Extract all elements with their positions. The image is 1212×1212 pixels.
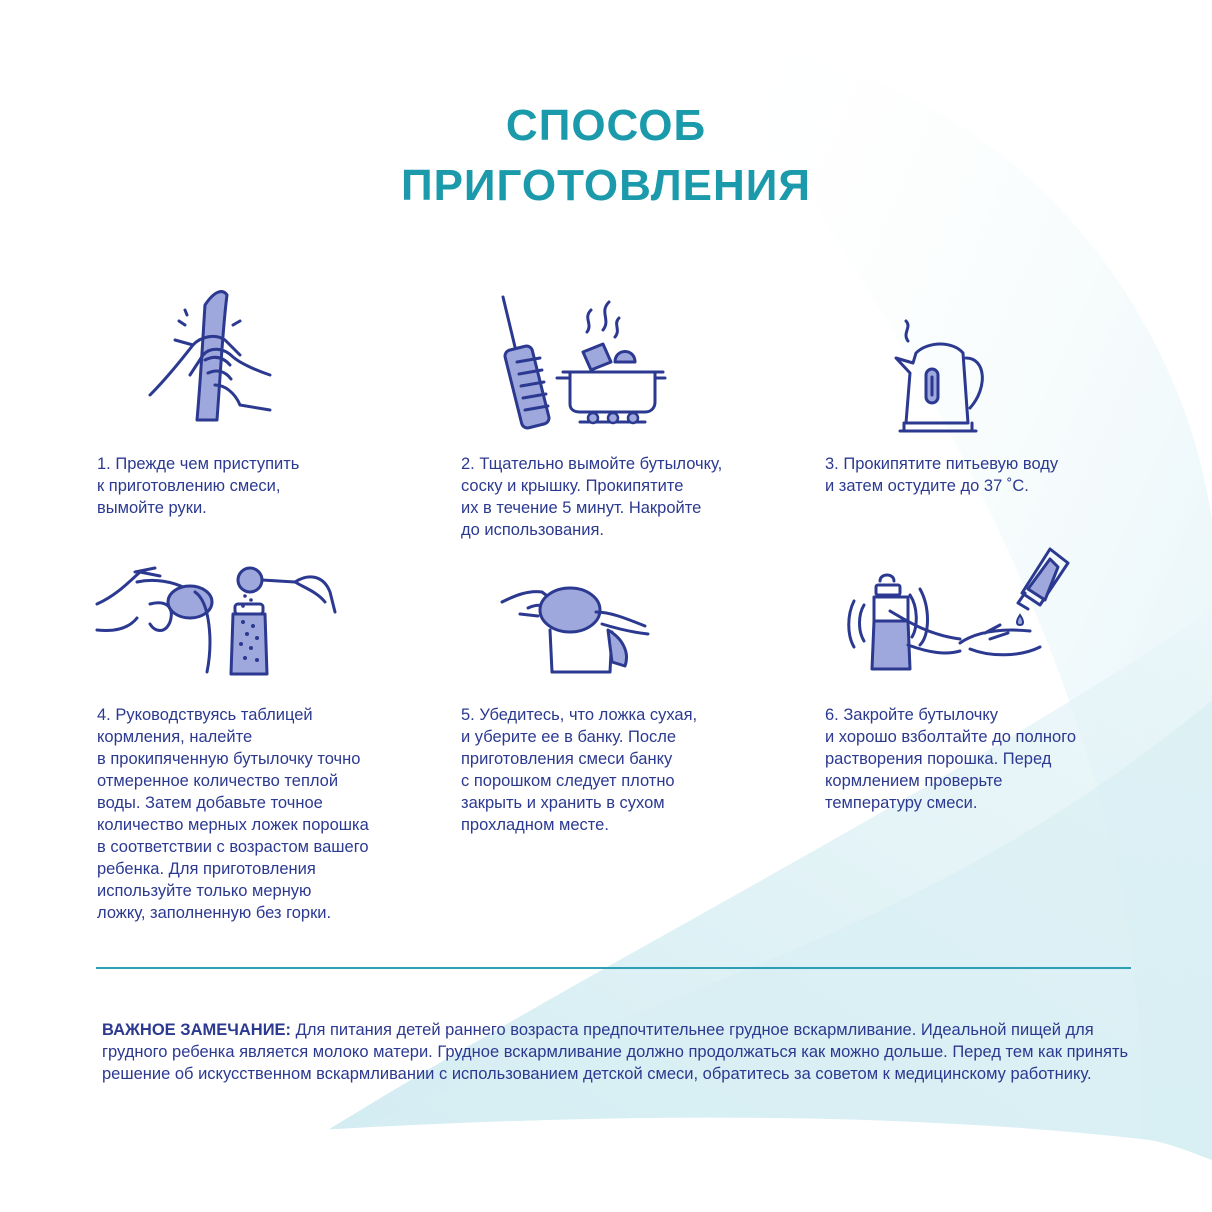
wash-hands-icon [145,285,280,425]
measure-powder-icon [95,562,340,677]
important-note-text: Для питания детей раннего возраста предпочтительнее грудное вскармливание. Идеальной пищей для грудного ребенка является молоко матери. Грудное вскармливание должно продолжаться как можно дольше. Перед тем как принять решение об искусственном вскармливании с использованием детской смеси, обратитесь за советом к медицинскому работнику. [102,1021,1129,1083]
important-note-label: ВАЖНОЕ ЗАМЕЧАНИЕ: [102,1021,292,1039]
step-1-text: 1. Прежде чем приступить к приготовлению смеси, вымойте руки. [97,455,300,517]
shake-check-bottle-icon [850,545,1085,680]
step-5-text: 5. Убедитесь, что ложка сухая, и уберите ее в банку. После приготовления смеси банку с порошком следует плотно закрыть и хранить в сухом прохладном месте. [461,706,698,834]
close-can-icon [500,582,650,677]
page-title-line-1: СПОСОБ [505,101,707,150]
page-title-line-2: ПРИГОТОВЛЕНИЯ [400,161,812,210]
bottle-brush-pot-icon [495,292,665,432]
step-2-text: 2. Тщательно вымойте бутылочку, соску и крышку. Прокипятите их в течение 5 минут. Накройте до использования. [461,455,723,539]
step-6-text: 6. Закройте бутылочку и хорошо взболтайте до полного растворения порошка. Перед кормлением проверьте температуру смеси. [825,706,1077,812]
important-note [102,1019,1132,1085]
step-4-text: 4. Руководствуясь таблицей кормления, налейте в прокипяченную бутылочку точно отмеренное количество теплой воды. Затем добавьте точное количество мерных ложек порошка в соответствии с возрастом вашего ребенка. Для приготовления используйте только мерную ложку, заполненную без горки. [97,706,369,922]
step-3-text: 3. Прокипятите питьевую воду и затем остудите до 37 ˚С. [825,455,1059,495]
section-divider [96,967,1131,969]
kettle-icon [888,313,988,433]
